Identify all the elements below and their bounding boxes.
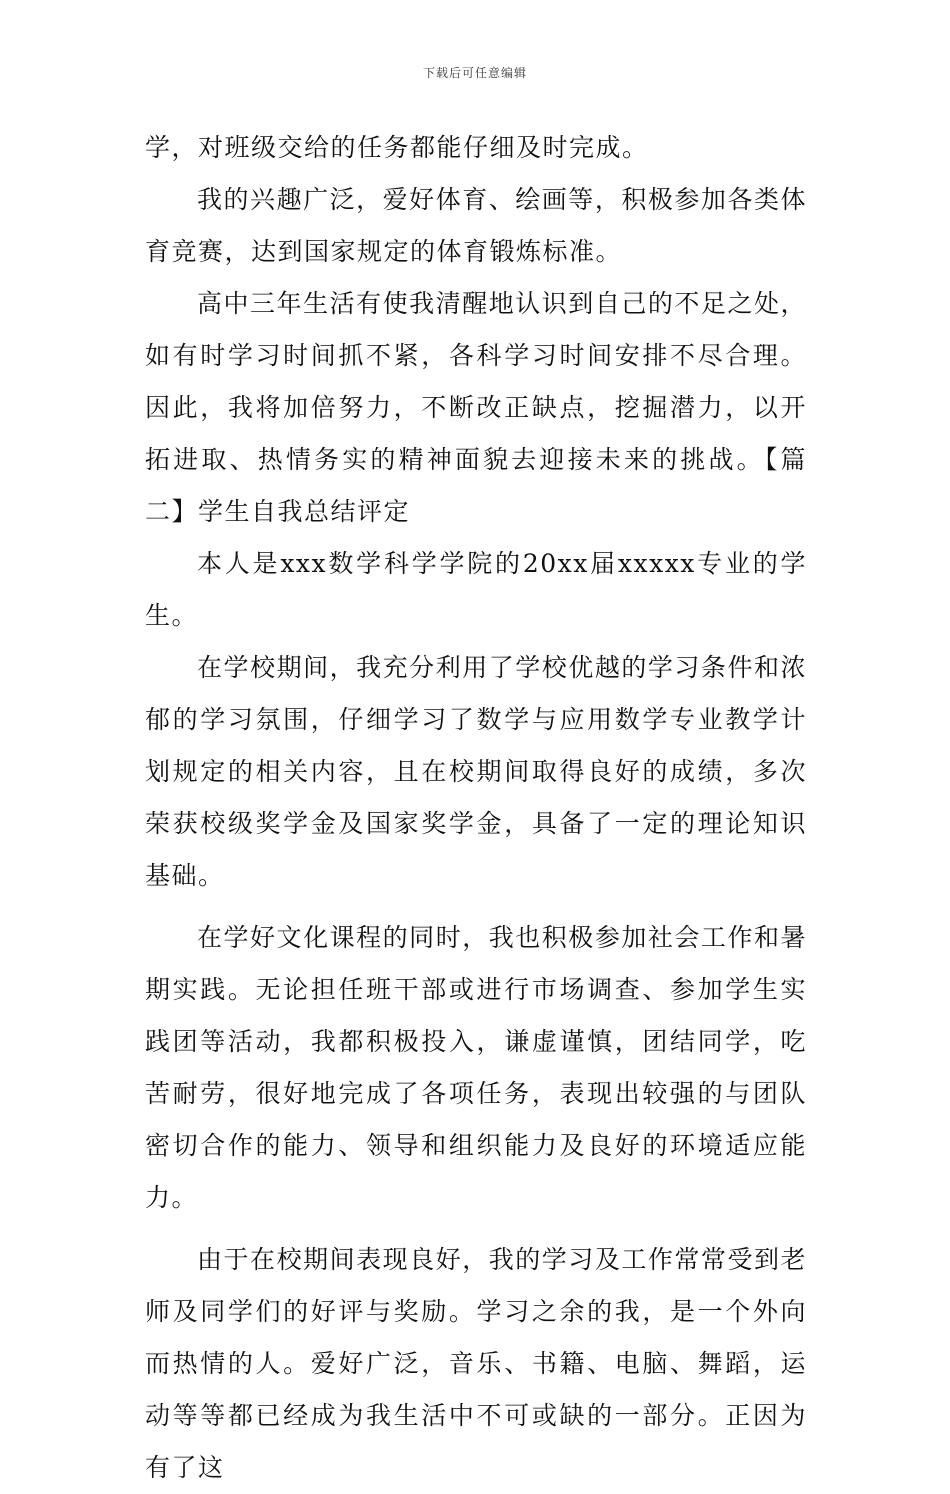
paragraph-high-school-reflection: 高中三年生活有使我清醒地认识到自己的不足之处，如有时学习时间抓不紧，各科学习时间安排不尽合理。因此，我将加倍努力，不断改正缺点，挖掘潜力，以开拓进取、热情务实的精神面貌去迎接未来的挑战。【篇二】学生自我总结评定 [145,289,807,526]
document-body [145,122,807,1494]
paragraph-study: 在学校期间，我充分利用了学校优越的学习条件和浓郁的学习氛围，仔细学习了数学与应用数学专业教学计划规定的相关内容，且在校期间取得良好的成绩，多次荣获校级奖学金及国家奖学金，具备了一定的理论知识基础。 [145,653,807,890]
paragraph-hobbies: 由于在校期间表现良好，我的学习及工作常常受到老师及同学们的好评与奖励。学习之余的我，是一个外向而热情的人。爱好广泛，音乐、书籍、电脑、舞蹈，运动等等都已经成为我生活中不可或缺的一部分。正因为有了这 [145,1245,807,1482]
page-header: 下载后可任意编辑 [422,66,527,80]
paragraph-social-practice: 在学好文化课程的同时，我也积极参加社会工作和暑期实践。无论担任班干部或进行市场调查、参加学生实践团等活动，我都积极投入，谦虚谨慎，团结同学，吃苦耐劳，很好地完成了各项任务，表现出较强的与团队密切合作的能力、领导和组织能力及良好的环境适应能力。 [145,923,807,1212]
paragraph-interests: 我的兴趣广泛，爱好体育、绘画等，积极参加各类体育竞赛，达到国家规定的体育锻炼标准。 [145,185,807,266]
paragraph-continuation: 学，对班级交给的任务都能仔细及时完成。 [145,133,649,162]
paragraph-self-introduction: 本人是xxx数学科学学院的20xx届xxxxx专业的学生。 [145,549,807,630]
